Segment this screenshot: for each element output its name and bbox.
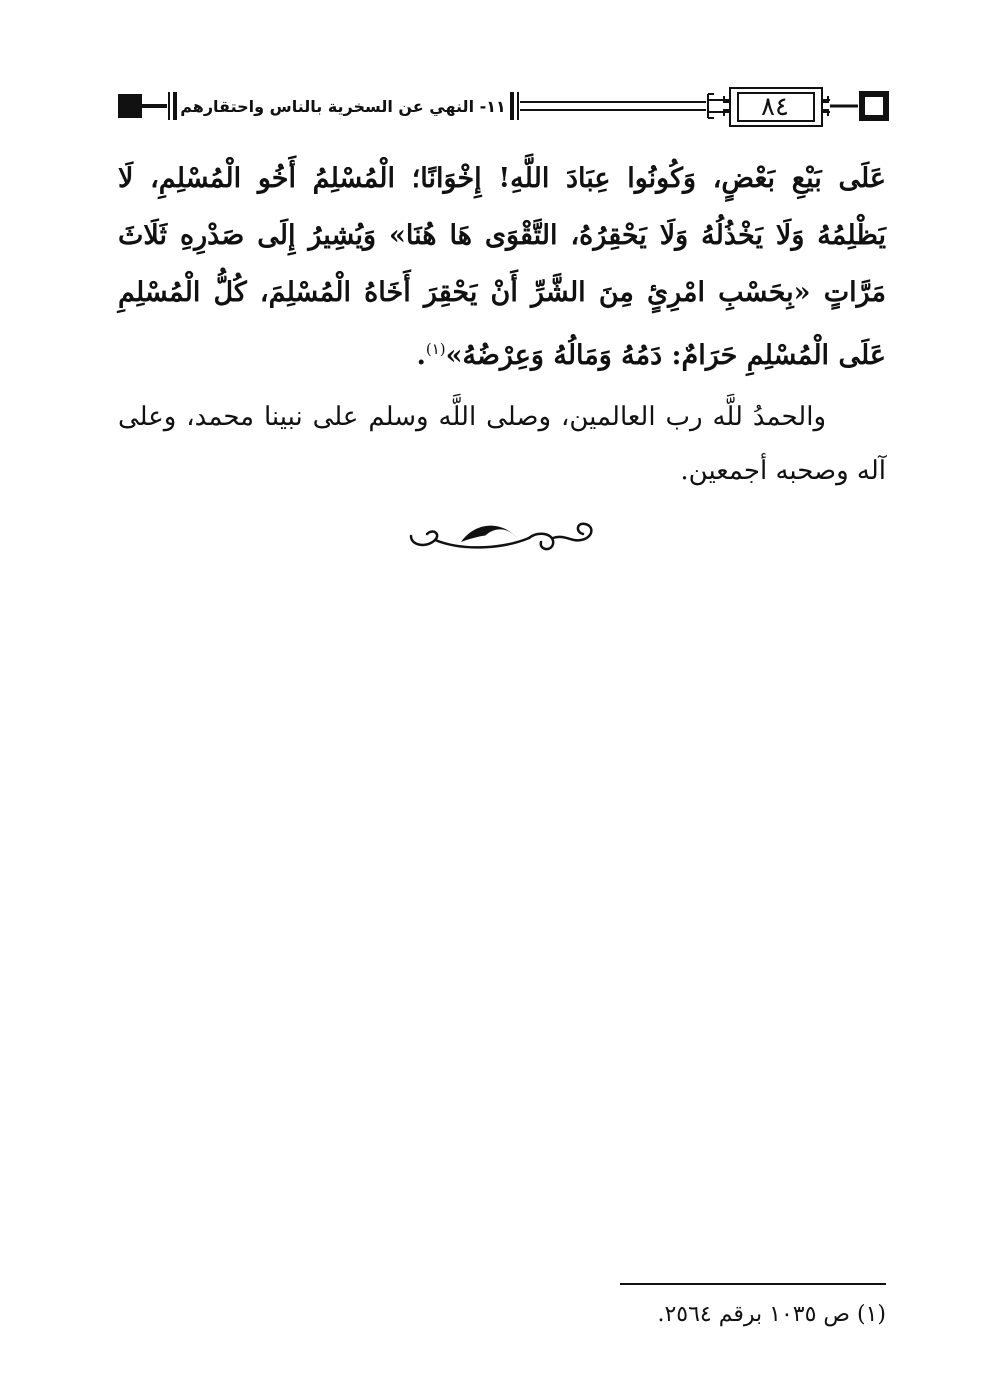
- footnote-divider: [620, 1283, 886, 1285]
- hadith-end: .: [416, 340, 426, 371]
- hadith-paragraph: [118, 150, 886, 384]
- page-body: [118, 150, 886, 498]
- footnote: (١) ص ١٠٣٥ برقم ٢٥٦٤.: [657, 1302, 886, 1327]
- page-number: ٨٤: [761, 92, 789, 122]
- hadith-text: عَلَى بَيْعِ بَعْضٍ، وَكُونُوا عِبَادَ اللَّهِ! إِخْوَانًا؛ الْمُسْلِمُ أَخُو الْمُسْلِمِ، لَا يَظْلِمُهُ وَلَا يَخْذُلُهُ وَلَا يَحْقِرُهُ، التَّقْوَى هَا هُنَا» وَيُشِيرُ إِلَى صَدْرِهِ ثَلَاثَ مَرَّاتٍ «بِحَسْبِ امْرِئٍ مِنَ الشَّرِّ أَنْ يَحْقِرَ أَخَاهُ الْمُسْلِمَ، كُلُّ الْمُسْلِمِ عَلَى الْمُسْلِمِ حَرَامٌ: دَمُهُ وَمَالُهُ وَعِرْضُهُ»: [118, 163, 886, 371]
- footnote-marker: (١): [425, 340, 446, 358]
- floral-divider-icon: [405, 512, 599, 556]
- closing-paragraph: والحمدُ للَّه رب العالمين، وصلى اللَّه وسلم على نبينا محمد، وعلى آله وصحبه أجمعين.: [118, 402, 886, 486]
- running-title: ١١- النهي عن السخرية بالناس واحتقارهم: [180, 97, 506, 116]
